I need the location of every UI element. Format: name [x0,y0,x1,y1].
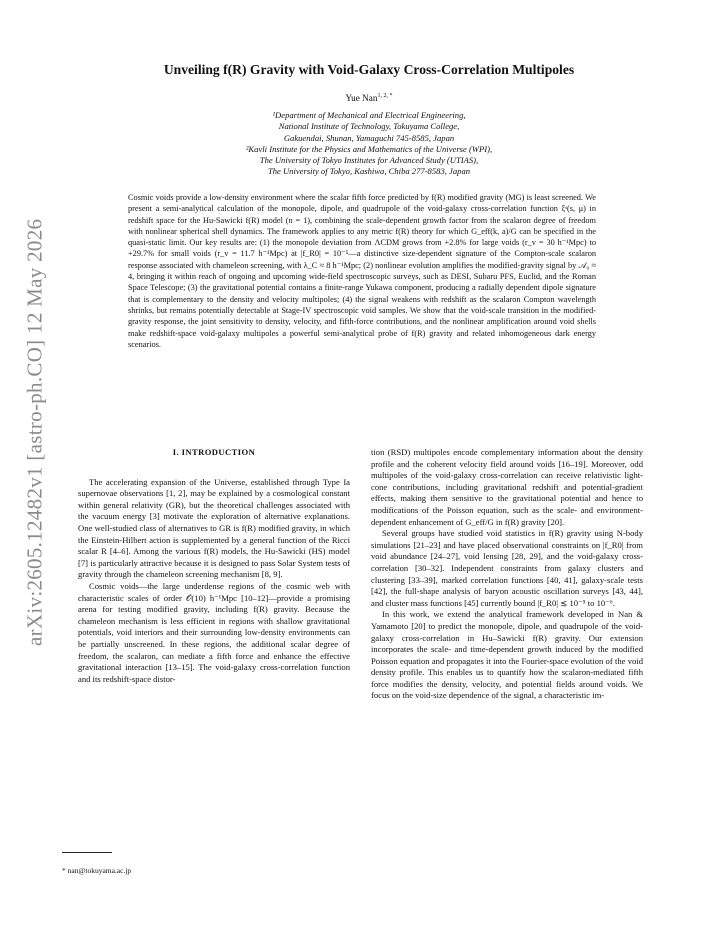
arxiv-identifier: arXiv:2605.12482v1 [astro-ph.CO] 12 May 2026 [22,218,47,647]
affiliations [90,110,648,178]
body-paragraph: tion (RSD) multipoles encode complementary information about the density profile and the coherent velocity field around voids [16–19]. Moreover, odd multipoles of the void-galaxy cross-correlation can receive relativistic light-cone contributions, including gravitational redshift and potential-gradient effects, making them sensitive to the gravitational potential and hence to modifications of the Poisson equation, such as the scale- and environment-dependent enhancement of G_eff/G in f(R) gravity [20]. [371,447,643,527]
author-line [90,93,648,103]
abstract: Cosmic voids provide a low-density environment where the scalar fifth force predicted by f(R) modified gravity (MG) is least screened. We present a semi-analytical calculation of the monopole, dipole, and quadrupole of the void-galaxy cross-correlation function ξˢ(s, μ) in redshift space for the Hu-Sawicki f(R) model (n = 1), combining the scale-dependent growth factor from the scalaron degree of freedom with nonlinear spherical shell dynamics. The framework applies to any metric f(R) theory for which G_eff(k, a)/G can be specified in the quasi-static limit. Our key results are: (1) the monopole deviation from ΛCDM grows from +2.8% for large voids (r_v = 30 h⁻¹Mpc) to +29.7% for small voids (r_v = 11.7 h⁻¹Mpc) at |f_R0| = 10⁻⁵—a distinctive size-dependent signature of the Compton-scale scalaron response associated with chameleon screening, with λ_C ≈ 8 h⁻¹Mpc; (2) nonlinear evolution amplifies the modified-gravity signal by 𝒜₀ ≈ 4, bringing it within reach of ongoing and upcoming wide-field spectroscopic surveys, such as DESI, Subaru PFS, Euclid, and the Roman Space Telescope; (3) the gravitational potential contains a finite-range Yukawa component, producing a radially dependent dipole signature that is complementary to the density and velocity multipoles; (4) the signal weakens with redshift as the scalaron Compton wavelength shrinks, but remains potentially detectable at Stage-IV spectroscopic void samples. We show that the void-scale transition in the modified-gravity response, the joint sensitivity to density, velocity, and fifth-force contributions, and the nonlinear amplification around void shells make redshift-space void-galaxy multipoles a powerful semi-analytical probe of f(R) gravity and related inhomogeneous dark energy scenarios. [128,193,596,349]
footnote-rule [62,852,112,853]
affiliation-line: ¹Department of Mechanical and Electrical Engineering, [272,110,466,120]
affiliation-line: Gakuendai, Shunan, Yamaguchi 745-8585, Japan [283,132,455,143]
left-column [78,447,350,685]
body-paragraph: The accelerating expansion of the Universe, established through Type Ia supernovae observations [1, 2], may be explained by a cosmological constant within general relativity (GR), but the theoretical challenges associated with the vacuum energy [3] motivate the exploration of alternative explanations. One well-studied class of alternatives to GR is f(R) modified gravity, in which the Einstein-Hilbert action is supplemented by a general function of the Ricci scalar R [4–6]. Among the various f(R) models, the Hu-Sawicki (HS) model [7] is particularly attractive because it is designed to pass Solar System tests of gravity through the chameleon screening mechanism [8, 9]. [78,476,350,580]
body-paragraph: Several groups have studied void statistics in f(R) gravity using N-body simulations [21–23] and have placed observational constraints on |f_R0| from void abundance [24–27], void lensing [28, 29], and the void-galaxy cross-correlation [30–32]. Independent constraints from galaxy clusters and clustering [33–39], marked correlation functions [40, 41], galaxy-scale tests [42], the full-shape analysis of baryon acoustic oscillation surveys [43, 44], and cluster mass functions [45] currently bound |f_R0| ≲ 10⁻⁵ to 10⁻⁶. [371,528,643,608]
affiliation-line: National Institute of Technology, Tokuyama College, [278,121,460,132]
section-heading: I. INTRODUCTION [172,447,256,457]
body-paragraph: In this work, we extend the analytical framework developed in Nan & Yamamoto [20] to predict the monopole, dipole, and quadrupole of the void-galaxy cross-correlation in Hu–Sawicki f(R) gravity. Our extension incorporates the scale- and time-dependent growth induced by the modified Poisson equation and propagates it into the Fourier-space evolution of the void density profile. This enables us to quantify how the scalaron-mediated fifth force modifies the density, velocity, and potential fields around voids. We focus on the void-size dependence of the signal, a characteristic im- [371,609,643,701]
affiliation-line: The University of Tokyo, Kashiwa, Chiba 277-8583, Japan [267,166,471,177]
body-paragraph: Cosmic voids—the large underdense regions of the cosmic web with characteristic scales of order 𝒪(10) h⁻¹Mpc [10–12]—provide a promising arena for testing modified gravity, including f(R) gravity. Because the chameleon mechanism is less efficient in regions with shallow gravitational potentials, void interiors and their surrounding low-density environments can be partially unscreened. In these regions, the additional scalar degree of freedom, the scalaron, can mediate a fifth force and enhance the effective gravitational interaction [13–15]. The void-galaxy cross-correlation function and its redshift-space distor- [78,580,350,684]
author-name: Yue Nan [345,93,378,104]
affiliation-line: The University of Tokyo Institutes for Advanced Study (UTIAS), [259,155,479,166]
paper-title: Unveiling f(R) Gravity with Void-Galaxy Cross-Correlation Multipoles [163,62,575,77]
footnote-email: * nan@tokuyama.ac.jp [62,866,132,875]
right-column [371,447,643,702]
author-affiliation-marks: 1, 2, * [377,93,393,99]
affiliation-line: ²Kavli Institute for the Physics and Mathematics of the Universe (WPI), [245,143,493,154]
